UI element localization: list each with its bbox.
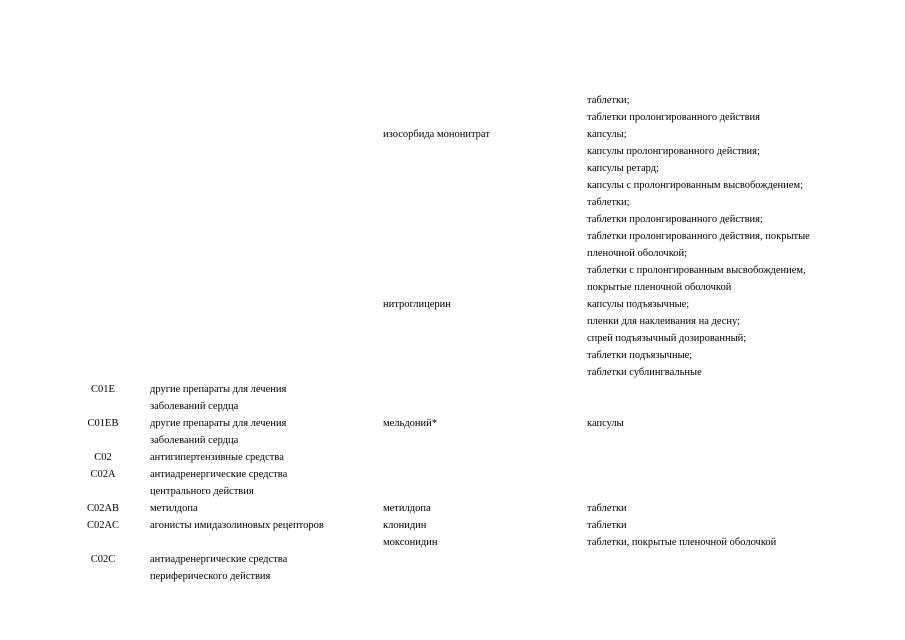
atc-code: C02A [90, 469, 116, 480]
dosage-form-line: покрытые пленочной оболочкой [587, 282, 732, 293]
atc-description-line: антиадренергические средства [150, 469, 288, 480]
dosage-form-line: капсулы; [587, 129, 627, 140]
dosage-form-line: капсулы ретард; [587, 163, 659, 174]
atc-code: C02 [94, 452, 112, 463]
atc-code: C01EB [87, 418, 119, 429]
dosage-form-line: таблетки с пролонгированным высвобождением, [587, 265, 806, 276]
dosage-form-line: таблетки подъязычные; [587, 350, 693, 361]
drug-name: нитроглицерин [383, 299, 451, 310]
dosage-form-line: капсулы с пролонгированным высвобождением; [587, 180, 804, 191]
dosage-form-line: капсулы подъязычные; [587, 299, 690, 310]
atc-code: C02C [90, 554, 116, 565]
dosage-form-line: спрей подъязычный дозированный; [587, 333, 747, 344]
dosage-form-line: таблетки [587, 520, 627, 531]
dosage-form-line: таблетки пролонгированного действия, покрытые [587, 231, 810, 242]
atc-description-line: антиадренергические средства [150, 554, 288, 565]
atc-description-line: периферического действия [150, 571, 271, 582]
atc-description-line: заболеваний сердца [150, 435, 239, 446]
dosage-form-line: таблетки; [587, 197, 630, 208]
dosage-form-line: пленочной оболочкой; [587, 248, 688, 259]
dosage-form-line: капсулы [587, 418, 624, 429]
drug-name: клонидин [383, 520, 427, 531]
atc-code: C02AB [86, 503, 120, 514]
atc-description-line: метилдопа [150, 503, 198, 514]
atc-description-line: антигипертензивные средства [150, 452, 284, 463]
dosage-form-line: таблетки, покрытые пленочной оболочкой [587, 537, 777, 548]
drug-name: метилдопа [383, 503, 431, 514]
drug-name: мельдоний* [383, 418, 438, 429]
dosage-form-line: таблетки пролонгированного действия [587, 112, 760, 123]
atc-description-line: другие препараты для лечения [150, 418, 287, 429]
dosage-form-line: таблетки сублингвальные [587, 367, 702, 378]
atc-code: C01E [91, 384, 115, 395]
dosage-form-line: таблетки [587, 503, 627, 514]
drug-name: моксонидин [383, 537, 438, 548]
dosage-form-line: капсулы пролонгированного действия; [587, 146, 760, 157]
atc-description-line: заболеваний сердца [150, 401, 239, 412]
atc-code: C02AC [86, 520, 120, 531]
dosage-form-line: таблетки; [587, 95, 630, 106]
drug-name: изосорбида мононитрат [383, 129, 490, 140]
atc-description-line: центрального действия [150, 486, 254, 497]
atc-description-line: другие препараты для лечения [150, 384, 287, 395]
dosage-form-line: пленки для наклеивания на десну; [587, 316, 741, 327]
dosage-form-line: таблетки пролонгированного действия; [587, 214, 763, 225]
atc-description-line: агонисты имидазолиновых рецепторов [150, 520, 324, 531]
